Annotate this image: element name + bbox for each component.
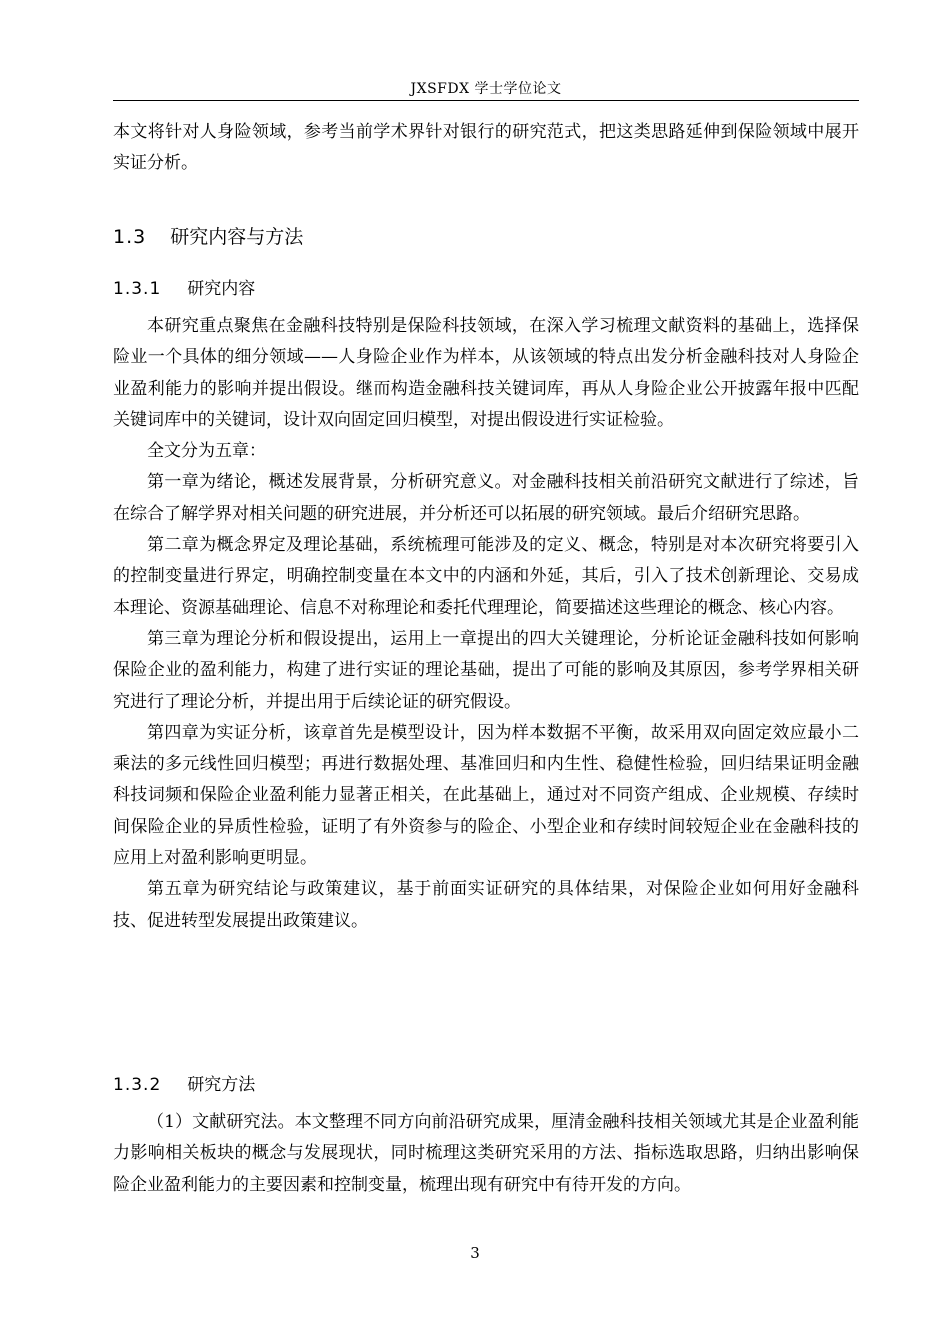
content-paragraph: 第一章为绪论，概述发展背景，分析研究意义。对金融科技相关前沿研究文献进行了综述，旨在综合了解学界对相关问题的研究进展，并分析还可以拓展的研究领域。最后介绍研究思路。 [113, 472, 859, 524]
content-paragraph: 本研究重点聚焦在金融科技特别是保险科技领域，在深入学习梳理文献资料的基础上，选择保险业一个具体的细分领域——人身险企业作为样本，从该领域的特点出发分析金融科技对人身险企业盈利能力的影响并提出假设。继而构造金融科技关键词库，再从人身险企业公开披露年报中匹配关键词库中的关键词，设计双向固定回归模型，对提出假设进行实证检验。 [113, 316, 859, 430]
intro-paragraph: 本文将针对人身险领域，参考当前学术界针对银行的研究范式，把这类思路延伸到保险领域中展开实证分析。 [113, 122, 859, 174]
subsection-title: 研究方法 [187, 1075, 256, 1095]
method-block [113, 1107, 859, 1201]
subsection-number: 1.3.2 [113, 1075, 162, 1095]
content-paragraph: 第三章为理论分析和假设提出，运用上一章提出的四大关键理论，分析论证金融科技如何影响保险企业的盈利能力，构建了进行实证的理论基础，提出了可能的影响及其原因，参考学界相关研究进行了理论分析，并提出用于后续论证的研究假设。 [113, 628, 859, 712]
section-number: 1.3 [113, 226, 147, 248]
content-paragraph: 全文分为五章： [147, 441, 266, 462]
running-header: JXSFDX 学士学位论文 [410, 81, 562, 97]
subsection-title: 研究内容 [187, 279, 256, 299]
intro-block [113, 117, 859, 180]
content-paragraph: 第二章为概念界定及理论基础，系统梳理可能涉及的定义、概念，特别是对本次研究将要引入的控制变量进行界定，明确控制变量在本文中的内涵和外延，其后，引入了技术创新理论、交易成本理论、资源基础理论、信息不对称理论和委托代理理论，简要描述这些理论的概念、核心内容。 [113, 535, 859, 618]
section-title: 研究内容与方法 [170, 226, 304, 248]
page-number: 3 [470, 1244, 480, 1262]
section-heading-1-3 [113, 222, 303, 249]
content-paragraph: 第五章为研究结论与政策建议，基于前面实证研究的具体结果，对保险企业如何用好金融科技、促进转型发展提出政策建议。 [113, 879, 859, 931]
header-rule [113, 100, 859, 101]
subsection-heading-1-3-2 [113, 1070, 255, 1095]
subsection-number: 1.3.1 [113, 279, 162, 299]
subsection-heading-1-3-1 [113, 274, 255, 299]
content-paragraph: 第四章为实证分析，该章首先是模型设计，因为样本数据不平衡，故采用双向固定效应最小二乘法的多元线性回归模型；再进行数据处理、基准回归和内生性、稳健性检验，回归结果证明金融科技词频和保险企业盈利能力显著正相关，在此基础上，通过对不同资产组成、企业规模、存续时间保险企业的异质性检验，证明了有外资参与的险企、小型企业和存续时间较短企业在金融科技的应用上对盈利影响更明显。 [113, 722, 859, 869]
method-paragraph: （1）文献研究法。本文整理不同方向前沿研究成果，厘清金融科技相关领域尤其是企业盈利能力影响相关板块的概念与发展现状，同时梳理这类研究采用的方法、指标选取思路，归纳出影响保险企业盈利能力的主要因素和控制变量，梳理出现有研究中有待开发的方向。 [113, 1112, 859, 1195]
content-block [113, 311, 859, 937]
